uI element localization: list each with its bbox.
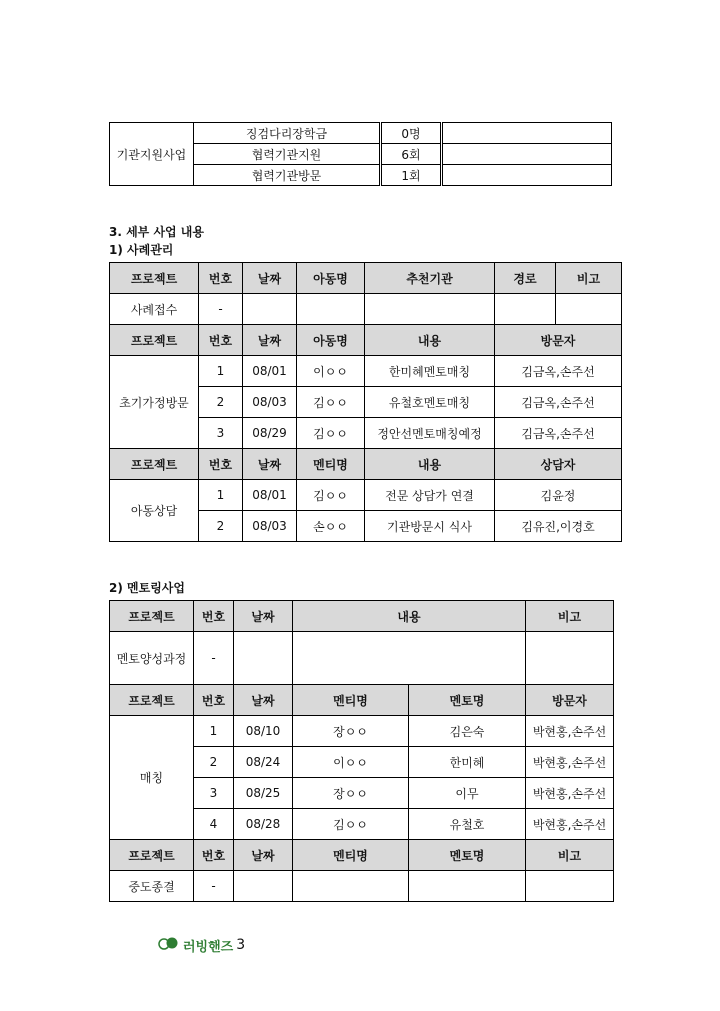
table-header-row bbox=[110, 685, 614, 716]
counselor-cell: 김유진,이경호 bbox=[495, 511, 622, 542]
table-row bbox=[110, 294, 622, 325]
number-cell: 4 bbox=[194, 809, 234, 840]
number-cell: 1 bbox=[194, 716, 234, 747]
child-cell: 김ㅇㅇ bbox=[297, 418, 365, 449]
counselor-cell: 김윤정 bbox=[495, 480, 622, 511]
mentor-cell: 유철호 bbox=[409, 809, 526, 840]
header-cell: 아동명 bbox=[297, 325, 365, 356]
note-cell bbox=[442, 144, 612, 165]
content-cell: 전문 상담가 연결 bbox=[365, 480, 495, 511]
table-header-row bbox=[110, 840, 614, 871]
number-cell: 1 bbox=[199, 356, 243, 387]
child-cell: 김ㅇㅇ bbox=[297, 387, 365, 418]
mentor-cell: 김은숙 bbox=[409, 716, 526, 747]
header-cell: 날짜 bbox=[234, 601, 293, 632]
number-cell: 1 bbox=[199, 480, 243, 511]
number-cell: - bbox=[194, 871, 234, 902]
header-cell: 날짜 bbox=[234, 685, 293, 716]
header-cell: 추천기관 bbox=[365, 263, 495, 294]
count-cell: 0명 bbox=[381, 123, 442, 144]
number-cell: 2 bbox=[199, 511, 243, 542]
header-cell: 비고 bbox=[556, 263, 622, 294]
header-cell: 날짜 bbox=[234, 840, 293, 871]
table-row bbox=[110, 871, 614, 902]
header-cell: 프로젝트 bbox=[110, 685, 194, 716]
table-header-row bbox=[110, 601, 614, 632]
item-cell: 협력기관지원 bbox=[194, 144, 381, 165]
visitor-cell: 박현홍,손주선 bbox=[526, 716, 614, 747]
header-cell: 내용 bbox=[365, 449, 495, 480]
header-cell: 날짜 bbox=[243, 449, 297, 480]
mentoring-table bbox=[109, 600, 614, 902]
header-cell: 아동명 bbox=[297, 263, 365, 294]
number-cell: - bbox=[194, 632, 234, 685]
header-cell: 상담자 bbox=[495, 449, 622, 480]
date-cell: 08/24 bbox=[234, 747, 293, 778]
mentor-cell: 한미혜 bbox=[409, 747, 526, 778]
content-cell: 정안선멘토매칭예정 bbox=[365, 418, 495, 449]
date-cell: 08/10 bbox=[234, 716, 293, 747]
header-cell: 멘티명 bbox=[293, 840, 409, 871]
date-cell: 08/29 bbox=[243, 418, 297, 449]
brand-name: 러빙핸즈 bbox=[183, 939, 234, 955]
table-row bbox=[110, 716, 614, 747]
header-cell: 내용 bbox=[293, 601, 526, 632]
note-cell bbox=[526, 632, 614, 685]
count-cell: 6회 bbox=[381, 144, 442, 165]
header-cell: 멘티명 bbox=[297, 449, 365, 480]
project-cell: 초기가정방문 bbox=[110, 356, 199, 449]
header-cell: 번호 bbox=[199, 449, 243, 480]
table-header-row bbox=[110, 263, 622, 294]
leaf-logo-icon bbox=[158, 935, 180, 955]
header-cell: 방문자 bbox=[526, 685, 614, 716]
date-cell: 08/03 bbox=[243, 511, 297, 542]
project-cell: 사례접수 bbox=[110, 294, 199, 325]
mentee-cell: 이ㅇㅇ bbox=[293, 747, 409, 778]
header-cell: 번호 bbox=[194, 840, 234, 871]
number-cell: 3 bbox=[194, 778, 234, 809]
note-cell bbox=[442, 165, 612, 186]
header-cell: 내용 bbox=[365, 325, 495, 356]
page-number: 3 bbox=[236, 937, 246, 953]
header-cell: 프로젝트 bbox=[110, 449, 199, 480]
header-cell: 날짜 bbox=[243, 325, 297, 356]
header-cell: 경로 bbox=[495, 263, 556, 294]
route-cell bbox=[495, 294, 556, 325]
content-cell: 유철호멘토매칭 bbox=[365, 387, 495, 418]
header-cell: 비고 bbox=[526, 840, 614, 871]
mentor-cell bbox=[409, 871, 526, 902]
date-cell: 08/25 bbox=[234, 778, 293, 809]
date-cell bbox=[234, 871, 293, 902]
header-cell: 번호 bbox=[194, 685, 234, 716]
header-cell: 날짜 bbox=[243, 263, 297, 294]
visitor-cell: 박현홍,손주선 bbox=[526, 747, 614, 778]
child-cell: 이ㅇㅇ bbox=[297, 356, 365, 387]
project-cell: 매칭 bbox=[110, 716, 194, 840]
agency-cell bbox=[365, 294, 495, 325]
table-header-row bbox=[110, 449, 622, 480]
header-cell: 멘토명 bbox=[409, 840, 526, 871]
header-cell: 번호 bbox=[199, 325, 243, 356]
item-cell: 협력기관방문 bbox=[194, 165, 381, 186]
header-cell: 번호 bbox=[199, 263, 243, 294]
group-label: 기관지원사업 bbox=[110, 123, 194, 186]
child-cell: 손ㅇㅇ bbox=[297, 511, 365, 542]
mentoring-title: 2) 멘토링사업 bbox=[109, 581, 185, 595]
date-cell bbox=[243, 294, 297, 325]
institution-support-table bbox=[109, 122, 612, 186]
mentee-cell: 김ㅇㅇ bbox=[293, 809, 409, 840]
case-management-title: 1) 사례관리 bbox=[109, 243, 174, 257]
visitor-cell: 김금옥,손주선 bbox=[495, 356, 622, 387]
date-cell: 08/01 bbox=[243, 356, 297, 387]
note-cell bbox=[442, 123, 612, 144]
case-management-table bbox=[109, 262, 622, 542]
content-cell: 기관방문시 식사 bbox=[365, 511, 495, 542]
header-cell: 방문자 bbox=[495, 325, 622, 356]
child-cell: 김ㅇㅇ bbox=[297, 480, 365, 511]
visitor-cell: 김금옥,손주선 bbox=[495, 387, 622, 418]
count-cell: 1회 bbox=[381, 165, 442, 186]
date-cell: 08/01 bbox=[243, 480, 297, 511]
number-cell: 2 bbox=[199, 387, 243, 418]
date-cell bbox=[234, 632, 293, 685]
visitor-cell: 박현홍,손주선 bbox=[526, 809, 614, 840]
section-title: 3. 세부 사업 내용 bbox=[109, 225, 204, 239]
note-cell bbox=[526, 871, 614, 902]
number-cell: 3 bbox=[199, 418, 243, 449]
header-cell: 번호 bbox=[194, 601, 234, 632]
content-cell: 한미혜멘토매칭 bbox=[365, 356, 495, 387]
mentee-cell: 장ㅇㅇ bbox=[293, 778, 409, 809]
content-cell bbox=[293, 632, 526, 685]
table-row bbox=[110, 632, 614, 685]
project-cell: 아동상담 bbox=[110, 480, 199, 542]
date-cell: 08/28 bbox=[234, 809, 293, 840]
table-row bbox=[110, 480, 622, 511]
header-cell: 멘티명 bbox=[293, 685, 409, 716]
header-cell: 프로젝트 bbox=[110, 601, 194, 632]
date-cell: 08/03 bbox=[243, 387, 297, 418]
number-cell: - bbox=[199, 294, 243, 325]
item-cell: 징검다리장학금 bbox=[194, 123, 381, 144]
header-cell: 프로젝트 bbox=[110, 325, 199, 356]
visitor-cell: 김금옥,손주선 bbox=[495, 418, 622, 449]
visitor-cell: 박현홍,손주선 bbox=[526, 778, 614, 809]
project-cell: 멘토양성과정 bbox=[110, 632, 194, 685]
table-header-row bbox=[110, 325, 622, 356]
header-cell: 프로젝트 bbox=[110, 840, 194, 871]
mentee-cell: 장ㅇㅇ bbox=[293, 716, 409, 747]
header-cell: 프로젝트 bbox=[110, 263, 199, 294]
note-cell bbox=[556, 294, 622, 325]
header-cell: 멘토명 bbox=[409, 685, 526, 716]
table-row bbox=[110, 123, 612, 144]
page-footer bbox=[158, 935, 245, 955]
child-cell bbox=[297, 294, 365, 325]
table-row bbox=[110, 356, 622, 387]
number-cell: 2 bbox=[194, 747, 234, 778]
mentee-cell bbox=[293, 871, 409, 902]
mentor-cell: 이무 bbox=[409, 778, 526, 809]
project-cell: 중도종결 bbox=[110, 871, 194, 902]
header-cell: 비고 bbox=[526, 601, 614, 632]
